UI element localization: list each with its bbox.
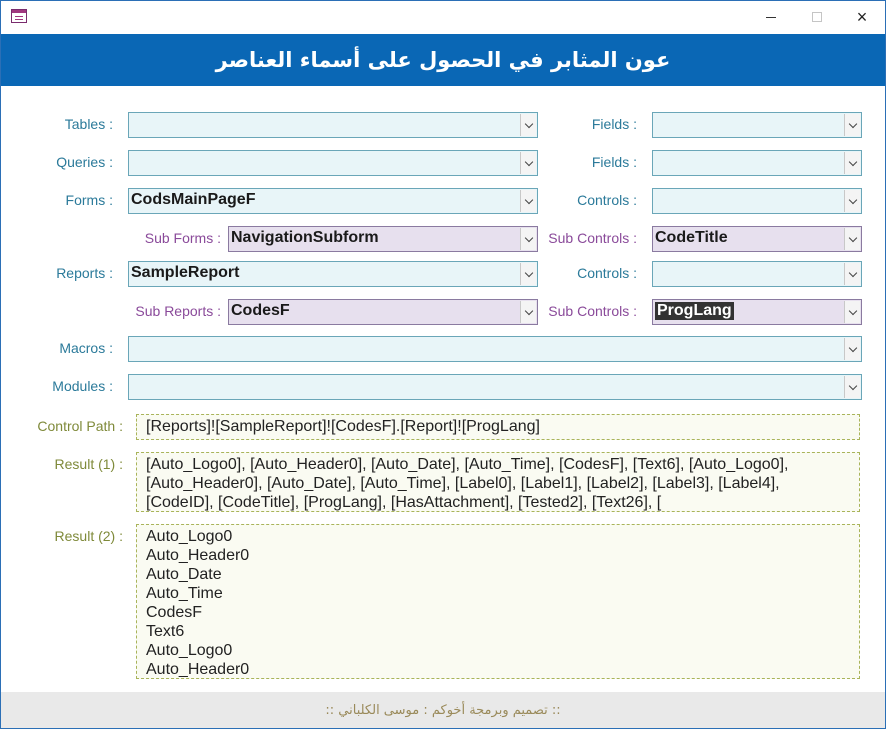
control-path-label: Control Path : bbox=[37, 418, 123, 434]
fields-2-dropdown-button[interactable] bbox=[844, 152, 860, 174]
control-path-value: [Reports]![SampleReport]![CodesF].[Report]![ProgLang] bbox=[146, 418, 540, 435]
chevron-down-icon bbox=[848, 343, 856, 351]
result-2-line: CodesF bbox=[146, 604, 203, 621]
footer bbox=[1, 692, 885, 728]
sub-forms-combo-value: NavigationSubform bbox=[231, 229, 379, 246]
forms-label: Forms : bbox=[65, 192, 113, 208]
sub-controls-combo-2-value: ProgLang bbox=[657, 302, 732, 319]
sub-controls-2-dropdown-button[interactable] bbox=[844, 301, 860, 323]
reports-label: Reports : bbox=[56, 265, 113, 281]
result-1-line: [CodeID], [CodeTitle], [ProgLang], [HasAttachment], [Tested2], [Text26], [ bbox=[146, 494, 662, 511]
result-2-textbox[interactable] bbox=[136, 524, 860, 679]
fields-1-dropdown-button[interactable] bbox=[844, 114, 860, 136]
result-2-label: Result (2) : bbox=[54, 528, 123, 544]
sub-controls-1-dropdown-button[interactable] bbox=[844, 228, 860, 250]
close-icon: × bbox=[856, 7, 868, 27]
sub-controls-combo-1[interactable] bbox=[652, 226, 862, 252]
controls-2-dropdown-button[interactable] bbox=[844, 263, 860, 285]
fields-label-2: Fields : bbox=[591, 154, 637, 170]
chevron-down-icon bbox=[848, 157, 856, 165]
controls-combo-2[interactable] bbox=[652, 261, 862, 287]
reports-combo-value: SampleReport bbox=[131, 264, 240, 281]
result-2-line: Auto_Logo0 bbox=[146, 642, 233, 659]
forms-combo[interactable] bbox=[128, 188, 538, 214]
chevron-down-icon bbox=[524, 268, 532, 276]
result-2-line: Auto_Header0 bbox=[146, 547, 250, 564]
chevron-down-icon bbox=[848, 195, 856, 203]
result-1-line: [Auto_Header0], [Auto_Date], [Auto_Time], [Label0], [Label1], [Label2], [Label3], [Label4], bbox=[146, 475, 780, 492]
sub-forms-combo[interactable] bbox=[228, 226, 538, 252]
close-button[interactable] bbox=[839, 1, 885, 33]
minimize-icon bbox=[766, 17, 776, 18]
chevron-down-icon bbox=[848, 268, 856, 276]
reports-combo[interactable] bbox=[128, 261, 538, 287]
result-1-textbox[interactable] bbox=[136, 452, 860, 512]
sub-controls-combo-1-value: CodeTitle bbox=[655, 229, 728, 246]
header-banner bbox=[1, 34, 885, 86]
result-2-line: Auto_Header0 bbox=[146, 661, 250, 678]
sub-reports-combo[interactable] bbox=[228, 299, 538, 325]
result-2-line: Auto_Date bbox=[146, 566, 222, 583]
chevron-down-icon bbox=[524, 195, 532, 203]
modules-label: Modules : bbox=[52, 378, 113, 394]
result-2-line: Auto_Logo0 bbox=[146, 528, 233, 545]
controls-combo-1[interactable] bbox=[652, 188, 862, 214]
footer-credit: :: تصميم وبرمجة أخوكم : موسى الكلباني :: bbox=[325, 702, 561, 718]
sub-controls-combo-2[interactable] bbox=[652, 299, 862, 325]
controls-1-dropdown-button[interactable] bbox=[844, 190, 860, 212]
forms-combo-value: CodsMainPageF bbox=[131, 191, 256, 208]
sub-reports-combo-value: CodesF bbox=[231, 302, 290, 319]
result-2-line: Auto_Time bbox=[146, 585, 223, 602]
fields-label-1: Fields : bbox=[591, 116, 637, 132]
minimize-button[interactable] bbox=[748, 1, 794, 33]
modules-combo[interactable] bbox=[128, 374, 862, 400]
chevron-down-icon bbox=[524, 157, 532, 165]
controls-label-1: Controls : bbox=[577, 192, 637, 208]
chevron-down-icon bbox=[848, 306, 856, 314]
macros-combo[interactable] bbox=[128, 336, 862, 362]
header-title: عون المثابر في الحصول على أسماء العناصر bbox=[215, 48, 671, 72]
tables-label: Tables : bbox=[64, 116, 113, 132]
chevron-down-icon bbox=[848, 119, 856, 127]
forms-dropdown-button[interactable] bbox=[520, 190, 536, 212]
macros-label: Macros : bbox=[59, 340, 113, 356]
sub-forms-dropdown-button[interactable] bbox=[520, 228, 536, 250]
modules-dropdown-button[interactable] bbox=[844, 376, 860, 398]
sub-forms-label: Sub Forms : bbox=[144, 230, 221, 246]
macros-dropdown-button[interactable] bbox=[844, 338, 860, 360]
control-path-textbox[interactable] bbox=[136, 414, 860, 440]
fields-combo-1[interactable] bbox=[652, 112, 862, 138]
tables-dropdown-button[interactable] bbox=[520, 114, 536, 136]
reports-dropdown-button[interactable] bbox=[520, 263, 536, 285]
result-1-label: Result (1) : bbox=[54, 456, 123, 472]
sub-reports-label: Sub Reports : bbox=[135, 303, 221, 319]
controls-label-2: Controls : bbox=[577, 265, 637, 281]
chevron-down-icon bbox=[524, 119, 532, 127]
queries-label: Queries : bbox=[56, 154, 113, 170]
chevron-down-icon bbox=[848, 381, 856, 389]
maximize-button[interactable] bbox=[794, 1, 840, 33]
sub-controls-label-2: Sub Controls : bbox=[548, 303, 637, 319]
queries-dropdown-button[interactable] bbox=[520, 152, 536, 174]
tables-combo[interactable] bbox=[128, 112, 538, 138]
access-form-icon bbox=[11, 9, 27, 23]
chevron-down-icon bbox=[524, 306, 532, 314]
title-bar bbox=[1, 1, 885, 34]
result-1-line: [Auto_Logo0], [Auto_Header0], [Auto_Date], [Auto_Time], [CodesF], [Text6], [Auto_Logo0], bbox=[146, 456, 789, 473]
maximize-icon bbox=[812, 12, 822, 22]
sub-controls-label-1: Sub Controls : bbox=[548, 230, 637, 246]
sub-reports-dropdown-button[interactable] bbox=[520, 301, 536, 323]
queries-combo[interactable] bbox=[128, 150, 538, 176]
chevron-down-icon bbox=[524, 233, 532, 241]
chevron-down-icon bbox=[848, 233, 856, 241]
fields-combo-2[interactable] bbox=[652, 150, 862, 176]
result-2-line: Text6 bbox=[146, 623, 185, 640]
